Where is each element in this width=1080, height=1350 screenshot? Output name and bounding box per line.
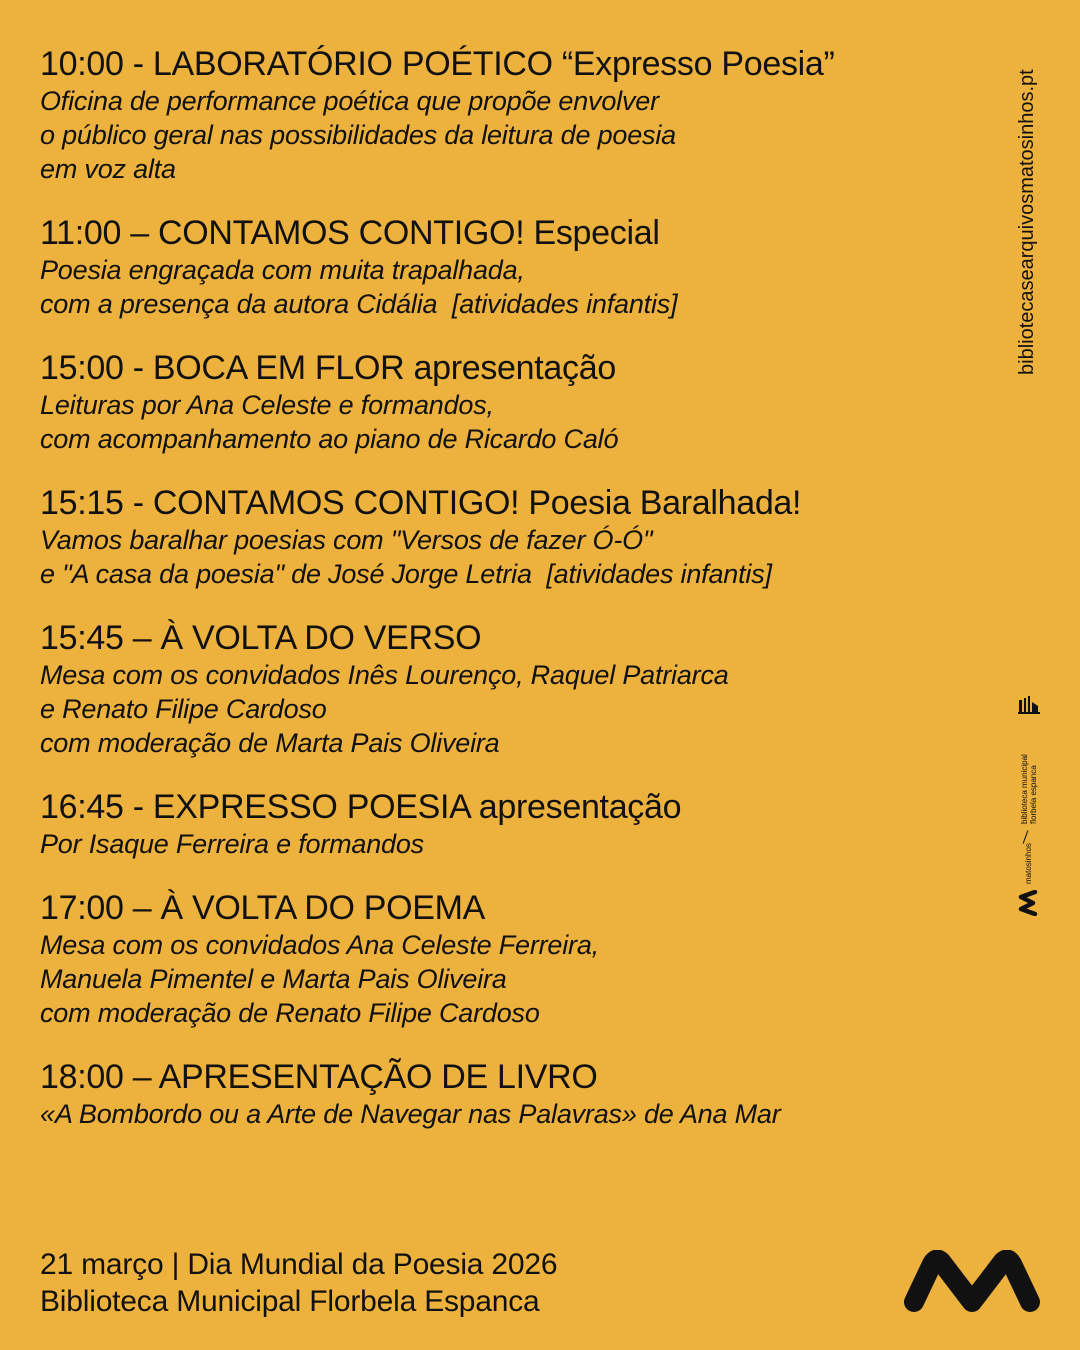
event-title: 15:00 - BOCA EM FLOR apresentação bbox=[40, 349, 616, 387]
event-item bbox=[40, 888, 980, 1030]
event-description-line: e Renato Filipe Cardoso bbox=[40, 694, 327, 724]
event-date-title: 21 março | Dia Mundial da Poesia 2026 bbox=[40, 1248, 558, 1281]
library-logo-text bbox=[1020, 754, 1038, 824]
footer bbox=[40, 1246, 557, 1320]
event-description-line: Leituras por Ana Celeste e formandos, bbox=[40, 390, 494, 420]
event-description-line: o público geral nas possibilidades da leitura de poesia bbox=[40, 120, 676, 150]
event-description-line: Mesa com os convidados Inês Lourenço, Raquel Patriarca bbox=[40, 660, 729, 690]
partner-logos bbox=[1014, 694, 1044, 924]
event-description bbox=[40, 523, 980, 591]
event-title: 10:00 - LABORATÓRIO POÉTICO “Expresso Poesia” bbox=[40, 45, 835, 83]
site-url: bibliotecasearquivosmatosinhos.pt bbox=[1016, 69, 1038, 375]
matosinhos-logo-text: matosinhos bbox=[1024, 843, 1033, 884]
library-building-icon bbox=[1018, 694, 1040, 714]
event-item bbox=[40, 213, 980, 321]
event-description-line: com a presença da autora Cidália [atividades infantis] bbox=[40, 289, 678, 319]
event-description bbox=[40, 827, 980, 861]
event-title: 11:00 – CONTAMOS CONTIGO! Especial bbox=[40, 214, 660, 252]
site-url-container bbox=[1012, 40, 1042, 375]
event-schedule bbox=[40, 44, 980, 1158]
event-title: 15:15 - CONTAMOS CONTIGO! Poesia Baralhada! bbox=[40, 484, 802, 522]
event-title: 15:45 – À VOLTA DO VERSO bbox=[40, 619, 482, 657]
venue-name: Biblioteca Municipal Florbela Espanca bbox=[40, 1285, 540, 1318]
library-logo-line: biblioteca municipal bbox=[1020, 754, 1029, 824]
event-description-line: com moderação de Renato Filipe Cardoso bbox=[40, 998, 540, 1028]
event-description bbox=[40, 658, 980, 760]
event-item bbox=[40, 1057, 980, 1131]
event-description-line: e "A casa da poesia" de José Jorge Letria [atividades infantis] bbox=[40, 559, 772, 589]
event-description bbox=[40, 1097, 980, 1131]
event-item bbox=[40, 483, 980, 591]
event-description-line: Manuela Pimentel e Marta Pais Oliveira bbox=[40, 964, 507, 994]
matosinhos-m-logo-icon bbox=[902, 1250, 1042, 1312]
event-description-line: em voz alta bbox=[40, 154, 176, 184]
event-description-line: Por Isaque Ferreira e formandos bbox=[40, 829, 424, 859]
event-description-line: Poesia engraçada com muita trapalhada, bbox=[40, 255, 525, 285]
event-description bbox=[40, 253, 980, 321]
library-logo-line: florbela espanca bbox=[1029, 765, 1038, 824]
event-description-line: com acompanhamento ao piano de Ricardo Caló bbox=[40, 424, 619, 454]
event-description-line: com moderação de Marta Pais Oliveira bbox=[40, 728, 500, 758]
event-item bbox=[40, 44, 980, 186]
event-description bbox=[40, 388, 980, 456]
event-description-line: «A Bombordo ou a Arte de Navegar nas Palavras» de Ana Mar bbox=[40, 1099, 781, 1129]
event-description-line: Oficina de performance poética que propõe envolver bbox=[40, 86, 659, 116]
event-item bbox=[40, 618, 980, 760]
matosinhos-small-m-icon bbox=[1018, 890, 1038, 916]
event-description bbox=[40, 84, 980, 186]
event-description-line: Vamos baralhar poesias com "Versos de fazer Ó-Ó" bbox=[40, 525, 653, 555]
event-description-line: Mesa com os convidados Ana Celeste Ferreira, bbox=[40, 930, 599, 960]
event-title: 16:45 - EXPRESSO POESIA apresentação bbox=[40, 788, 682, 826]
event-item bbox=[40, 348, 980, 456]
event-description bbox=[40, 928, 980, 1030]
event-title: 17:00 – À VOLTA DO POEMA bbox=[40, 889, 486, 927]
logo-divider bbox=[1023, 830, 1029, 843]
event-title: 18:00 – APRESENTAÇÃO DE LIVRO bbox=[40, 1058, 598, 1096]
event-item bbox=[40, 787, 980, 861]
